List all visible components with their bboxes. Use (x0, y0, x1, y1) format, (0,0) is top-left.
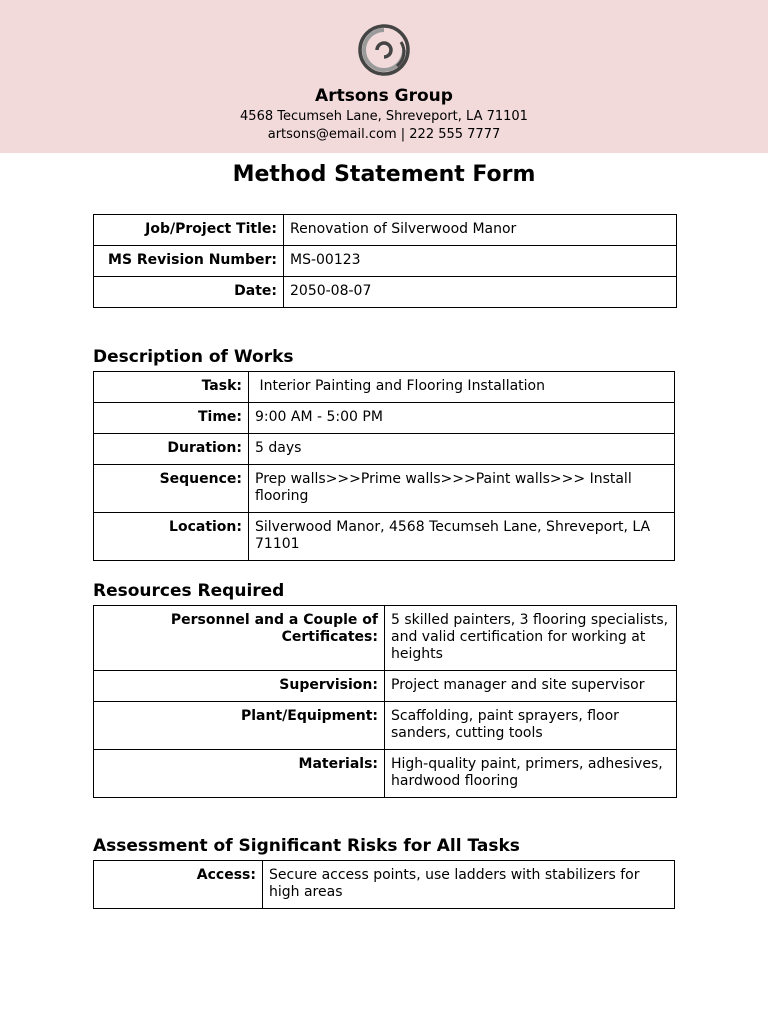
resources-table (93, 605, 677, 798)
table-label: Date: (94, 277, 284, 308)
table-row (94, 215, 677, 246)
table-row (94, 671, 677, 702)
table-value: 9:00 AM - 5:00 PM (249, 403, 675, 434)
table-label: Time: (94, 403, 249, 434)
table-label: Sequence: (94, 465, 249, 513)
project-info-table (93, 214, 677, 308)
table-row (94, 246, 677, 277)
circular-ring-logo-icon (357, 22, 411, 78)
table-label: Duration: (94, 434, 249, 465)
table-label: Materials: (94, 750, 385, 798)
table-row (94, 403, 675, 434)
table-value: 5 days (249, 434, 675, 465)
table-row (94, 372, 675, 403)
letterhead (0, 0, 768, 153)
table-row (94, 861, 675, 909)
table-row (94, 465, 675, 513)
table-value: Project manager and site supervisor (385, 671, 677, 702)
company-name: Artsons Group (315, 86, 453, 106)
section-title-resources: Resources Required (93, 581, 285, 601)
table-label: Task: (94, 372, 249, 403)
description-table (93, 371, 675, 561)
table-row (94, 702, 677, 750)
table-value: Silverwood Manor, 4568 Tecumseh Lane, Shreveport, LA 71101 (249, 513, 675, 561)
table-row (94, 434, 675, 465)
section-title-risks: Assessment of Significant Risks for All Tasks (93, 836, 520, 856)
table-label: Personnel and a Couple of Certificates: (94, 606, 385, 671)
section-title-description: Description of Works (93, 347, 294, 367)
table-row (94, 513, 675, 561)
table-row (94, 750, 677, 798)
table-label: Job/Project Title: (94, 215, 284, 246)
table-label: Plant/Equipment: (94, 702, 385, 750)
table-row (94, 606, 677, 671)
company-address: 4568 Tecumseh Lane, Shreveport, LA 71101 (240, 109, 528, 124)
table-label: Access: (94, 861, 263, 909)
table-value: Prep walls>>>Prime walls>>>Paint walls>>> Install flooring (249, 465, 675, 513)
table-value: MS-00123 (284, 246, 677, 277)
risks-table (93, 860, 675, 909)
table-value: Interior Painting and Flooring Installation (249, 372, 675, 403)
table-label: Location: (94, 513, 249, 561)
table-value: Renovation of Silverwood Manor (284, 215, 677, 246)
table-value: Secure access points, use ladders with stabilizers for high areas (263, 861, 675, 909)
table-value: 5 skilled painters, 3 flooring specialists, and valid certification for working at heights (385, 606, 677, 671)
table-label: Supervision: (94, 671, 385, 702)
table-value: Scaffolding, paint sprayers, floor sanders, cutting tools (385, 702, 677, 750)
company-contact: artsons@email.com | 222 555 7777 (267, 127, 501, 142)
table-value: 2050-08-07 (284, 277, 677, 308)
page-title: Method Statement Form (232, 162, 536, 187)
table-label: MS Revision Number: (94, 246, 284, 277)
table-row (94, 277, 677, 308)
table-value: High-quality paint, primers, adhesives, hardwood flooring (385, 750, 677, 798)
